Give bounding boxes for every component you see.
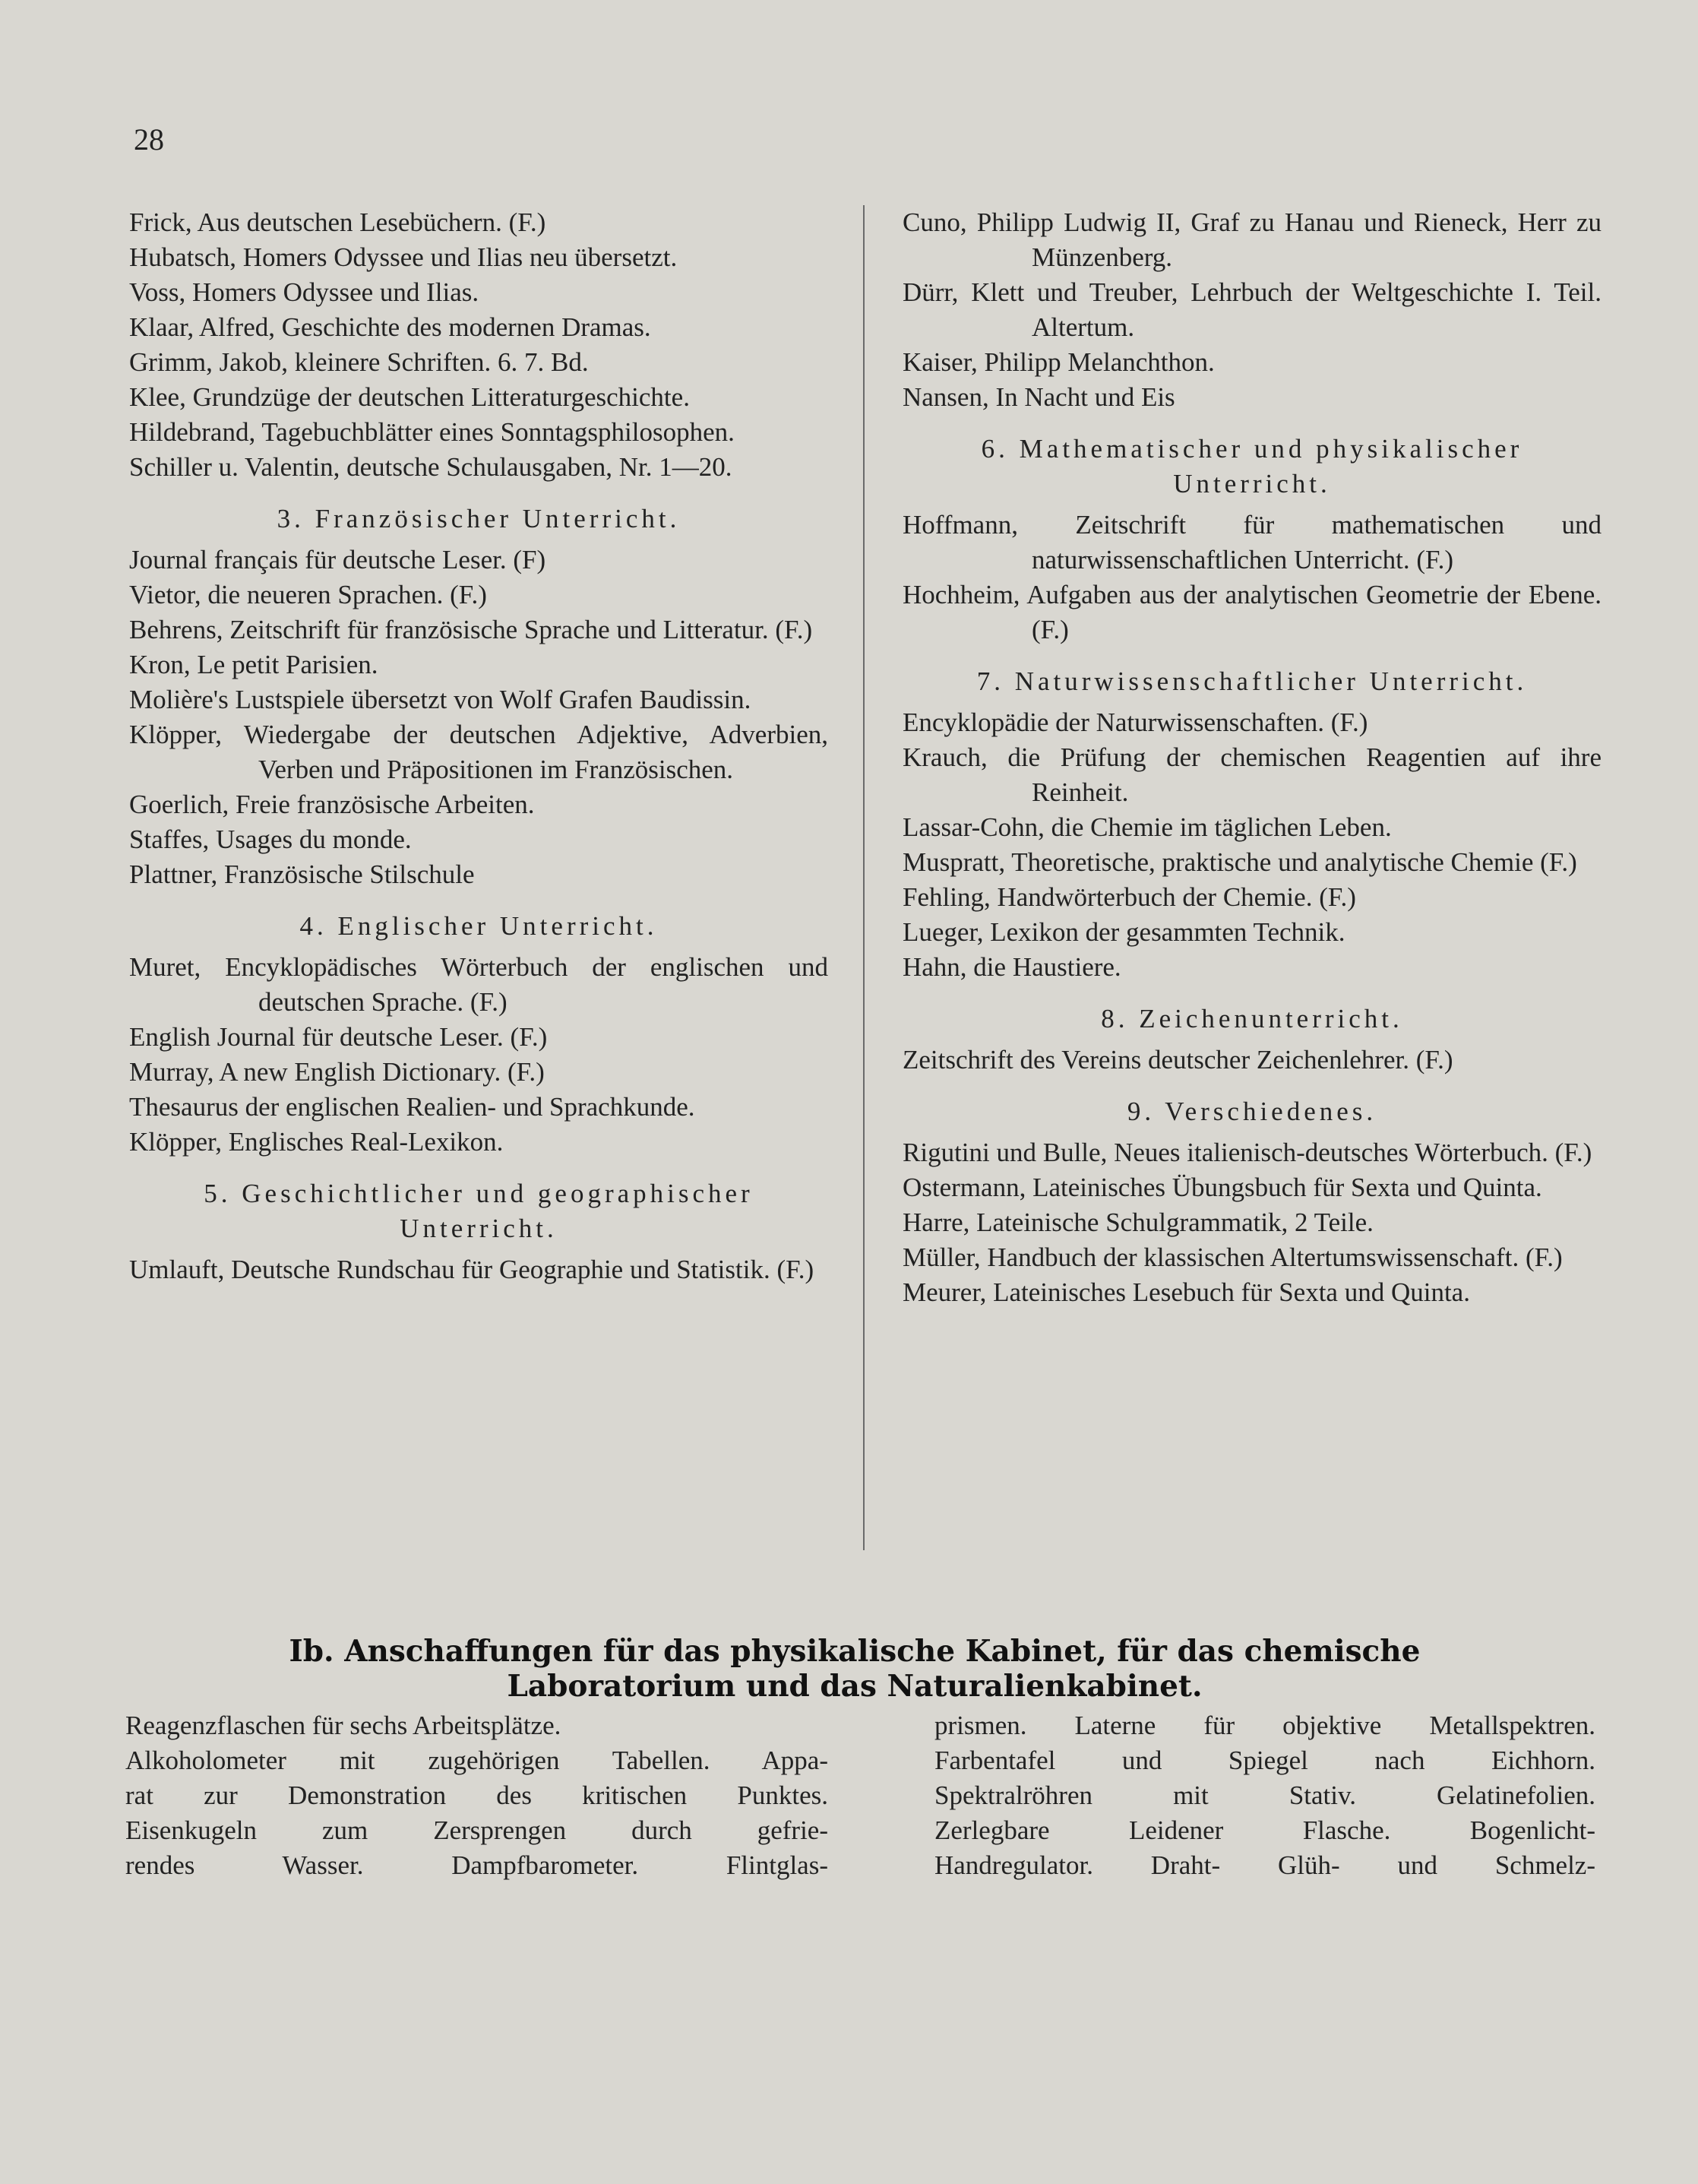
section-heading-history: 5. Geschichtlicher und geographischer [204,1179,754,1208]
list-item: Klaar, Alfred, Geschichte des modernen Dramas. [129,312,651,342]
text-line: Alkoholometer mit zugehörigen Tabellen. Appa- [125,1746,828,1775]
list-item: Hildebrand, Tagebuchblätter eines Sonntagsphilosophen. [129,417,735,447]
list-item: Kron, Le petit Parisien. [129,650,378,679]
list-item: Plattner, Französische Stilschule [129,859,475,889]
section-1b-right-text [934,1708,1595,1883]
list-item: Kaiser, Philipp Melanchthon. [903,347,1215,377]
list-item: Voss, Homers Odyssee und Ilias. [129,277,479,307]
text-line: Zerlegbare Leidener Flasche. Bogenlicht- [934,1815,1595,1845]
list-item: English Journal für deutsche Leser. (F.) [129,1022,548,1052]
list-item: Nansen, In Nacht und Eis [903,382,1175,412]
list-item: Grimm, Jakob, kleinere Schriften. 6. 7. Bd. [129,347,589,377]
section-heading-drawing: 8. Zeichenunterricht. [1101,1004,1403,1033]
column-divider [863,205,865,1550]
list-item: Vietor, die neueren Sprachen. (F.) [129,580,487,609]
list-item: Krauch, die Prüfung der chemischen Reagentien auf ihre Reinheit. [903,742,1602,807]
section-heading-history-line2: Unterricht. [400,1214,558,1243]
section-heading-misc: 9. Verschiedenes. [1127,1097,1377,1126]
list-item: Hubatsch, Homers Odyssee und Ilias neu übersetzt. [129,242,678,272]
text-line: Reagenzflaschen für sechs Arbeitsplätze. [125,1711,561,1740]
list-item: Zeitschrift des Vereins deutscher Zeichenlehrer. (F.) [903,1045,1453,1075]
list-item: Murray, A new English Dictionary. (F.) [129,1057,545,1087]
list-item: Lassar-Cohn, die Chemie im täglichen Leben. [903,812,1392,842]
list-item: Müller, Handbuch der klassischen Altertumswissenschaft. (F.) [903,1242,1563,1272]
section-heading-math-line2: Unterricht. [1173,469,1331,499]
list-item: Goerlich, Freie französische Arbeiten. [129,790,535,819]
text-line: Handregulator. Draht- Glüh- und Schmelz- [934,1850,1595,1880]
list-item: Cuno, Philipp Ludwig II, Graf zu Hanau und Rieneck, Herr zu Münzenberg. [903,207,1602,272]
section-1b-left-text [125,1708,828,1883]
list-item: Hahn, die Haustiere. [903,952,1121,982]
list-item: Rigutini und Bulle, Neues italienisch-deutsches Wörterbuch. (F.) [903,1138,1592,1167]
section-heading-math: 6. Mathematischer und physikalischer [981,434,1523,464]
list-item: Frick, Aus deutschen Lesebüchern. (F.) [129,207,546,237]
text-line: rat zur Demonstration des kritischen Punktes. [125,1780,828,1810]
list-item: Schiller u. Valentin, deutsche Schulausgaben, Nr. 1—20. [129,452,732,482]
section-heading-french: 3. Französischer Unterricht. [277,504,681,533]
page-number: 28 [134,122,164,157]
list-item: Fehling, Handwörterbuch der Chemie. (F.) [903,882,1356,912]
list-item: Hoffmann, Zeitschrift für mathematischen und naturwissenschaftlichen Unterricht. (F.) [903,510,1602,574]
section-heading-science: 7. Naturwissenschaftlicher Unterricht. [976,666,1528,696]
left-column [129,205,828,1287]
list-item: Thesaurus der englischen Realien- und Sprachkunde. [129,1092,695,1122]
list-item: Hochheim, Aufgaben aus der analytischen Geometrie der Ebene. (F.) [903,580,1602,644]
section-heading-english: 4. Englischer Unterricht. [299,911,658,941]
list-item: Klöpper, Englisches Real-Lexikon. [129,1127,504,1157]
section-heading-1b-line1: Ib. Anschaffungen für das physikalische Kabinet, für das chemische [289,1634,1421,1669]
text-line: Spektralröhren mit Stativ. Gelatinefolien. [934,1780,1595,1810]
text-line: Farbentafel und Spiegel nach Eichhorn. [934,1746,1595,1775]
text-line: Eisenkugeln zum Zersprengen durch gefrie- [125,1815,828,1845]
list-item: Meurer, Lateinisches Lesebuch für Sexta und Quinta. [903,1277,1470,1307]
list-item: Klee, Grundzüge der deutschen Litteraturgeschichte. [129,382,690,412]
list-item: Muret, Encyklopädisches Wörterbuch der englischen und deutschen Sprache. (F.) [129,952,828,1017]
list-item: Muspratt, Theoretische, praktische und analytische Chemie (F.) [903,847,1577,877]
list-item: Behrens, Zeitschrift für französische Sprache und Litteratur. (F.) [129,615,813,644]
list-item: Molière's Lustspiele übersetzt von Wolf Grafen Baudissin. [129,685,751,714]
list-item: Harre, Lateinische Schulgrammatik, 2 Teile. [903,1208,1374,1237]
section-heading-1b-line2: Laboratorium und das Naturalienkabinet. [507,1669,1203,1704]
text-line: prismen. Laterne für objektive Metallspektren. [934,1711,1595,1740]
text-line: rendes Wasser. Dampfbarometer. Flintglas- [125,1850,828,1880]
list-item: Umlauft, Deutsche Rundschau für Geographie und Statistik. (F.) [129,1255,814,1284]
list-item: Journal français für deutsche Leser. (F) [129,545,546,574]
list-item: Dürr, Klett und Treuber, Lehrbuch der Weltgeschichte I. Teil. Altertum. [903,277,1602,342]
list-item: Klöpper, Wiedergabe der deutschen Adjektive, Adverbien, Verben und Präpositionen im Französischen. [129,720,828,784]
right-column [903,205,1602,1310]
list-item: Encyklopädie der Naturwissenschaften. (F.) [903,707,1368,737]
list-item: Ostermann, Lateinisches Übungsbuch für Sexta und Quinta. [903,1173,1542,1202]
section-heading-1b [129,1634,1580,1704]
list-item: Lueger, Lexikon der gesammten Technik. [903,917,1345,947]
list-item: Staffes, Usages du monde. [129,825,412,854]
